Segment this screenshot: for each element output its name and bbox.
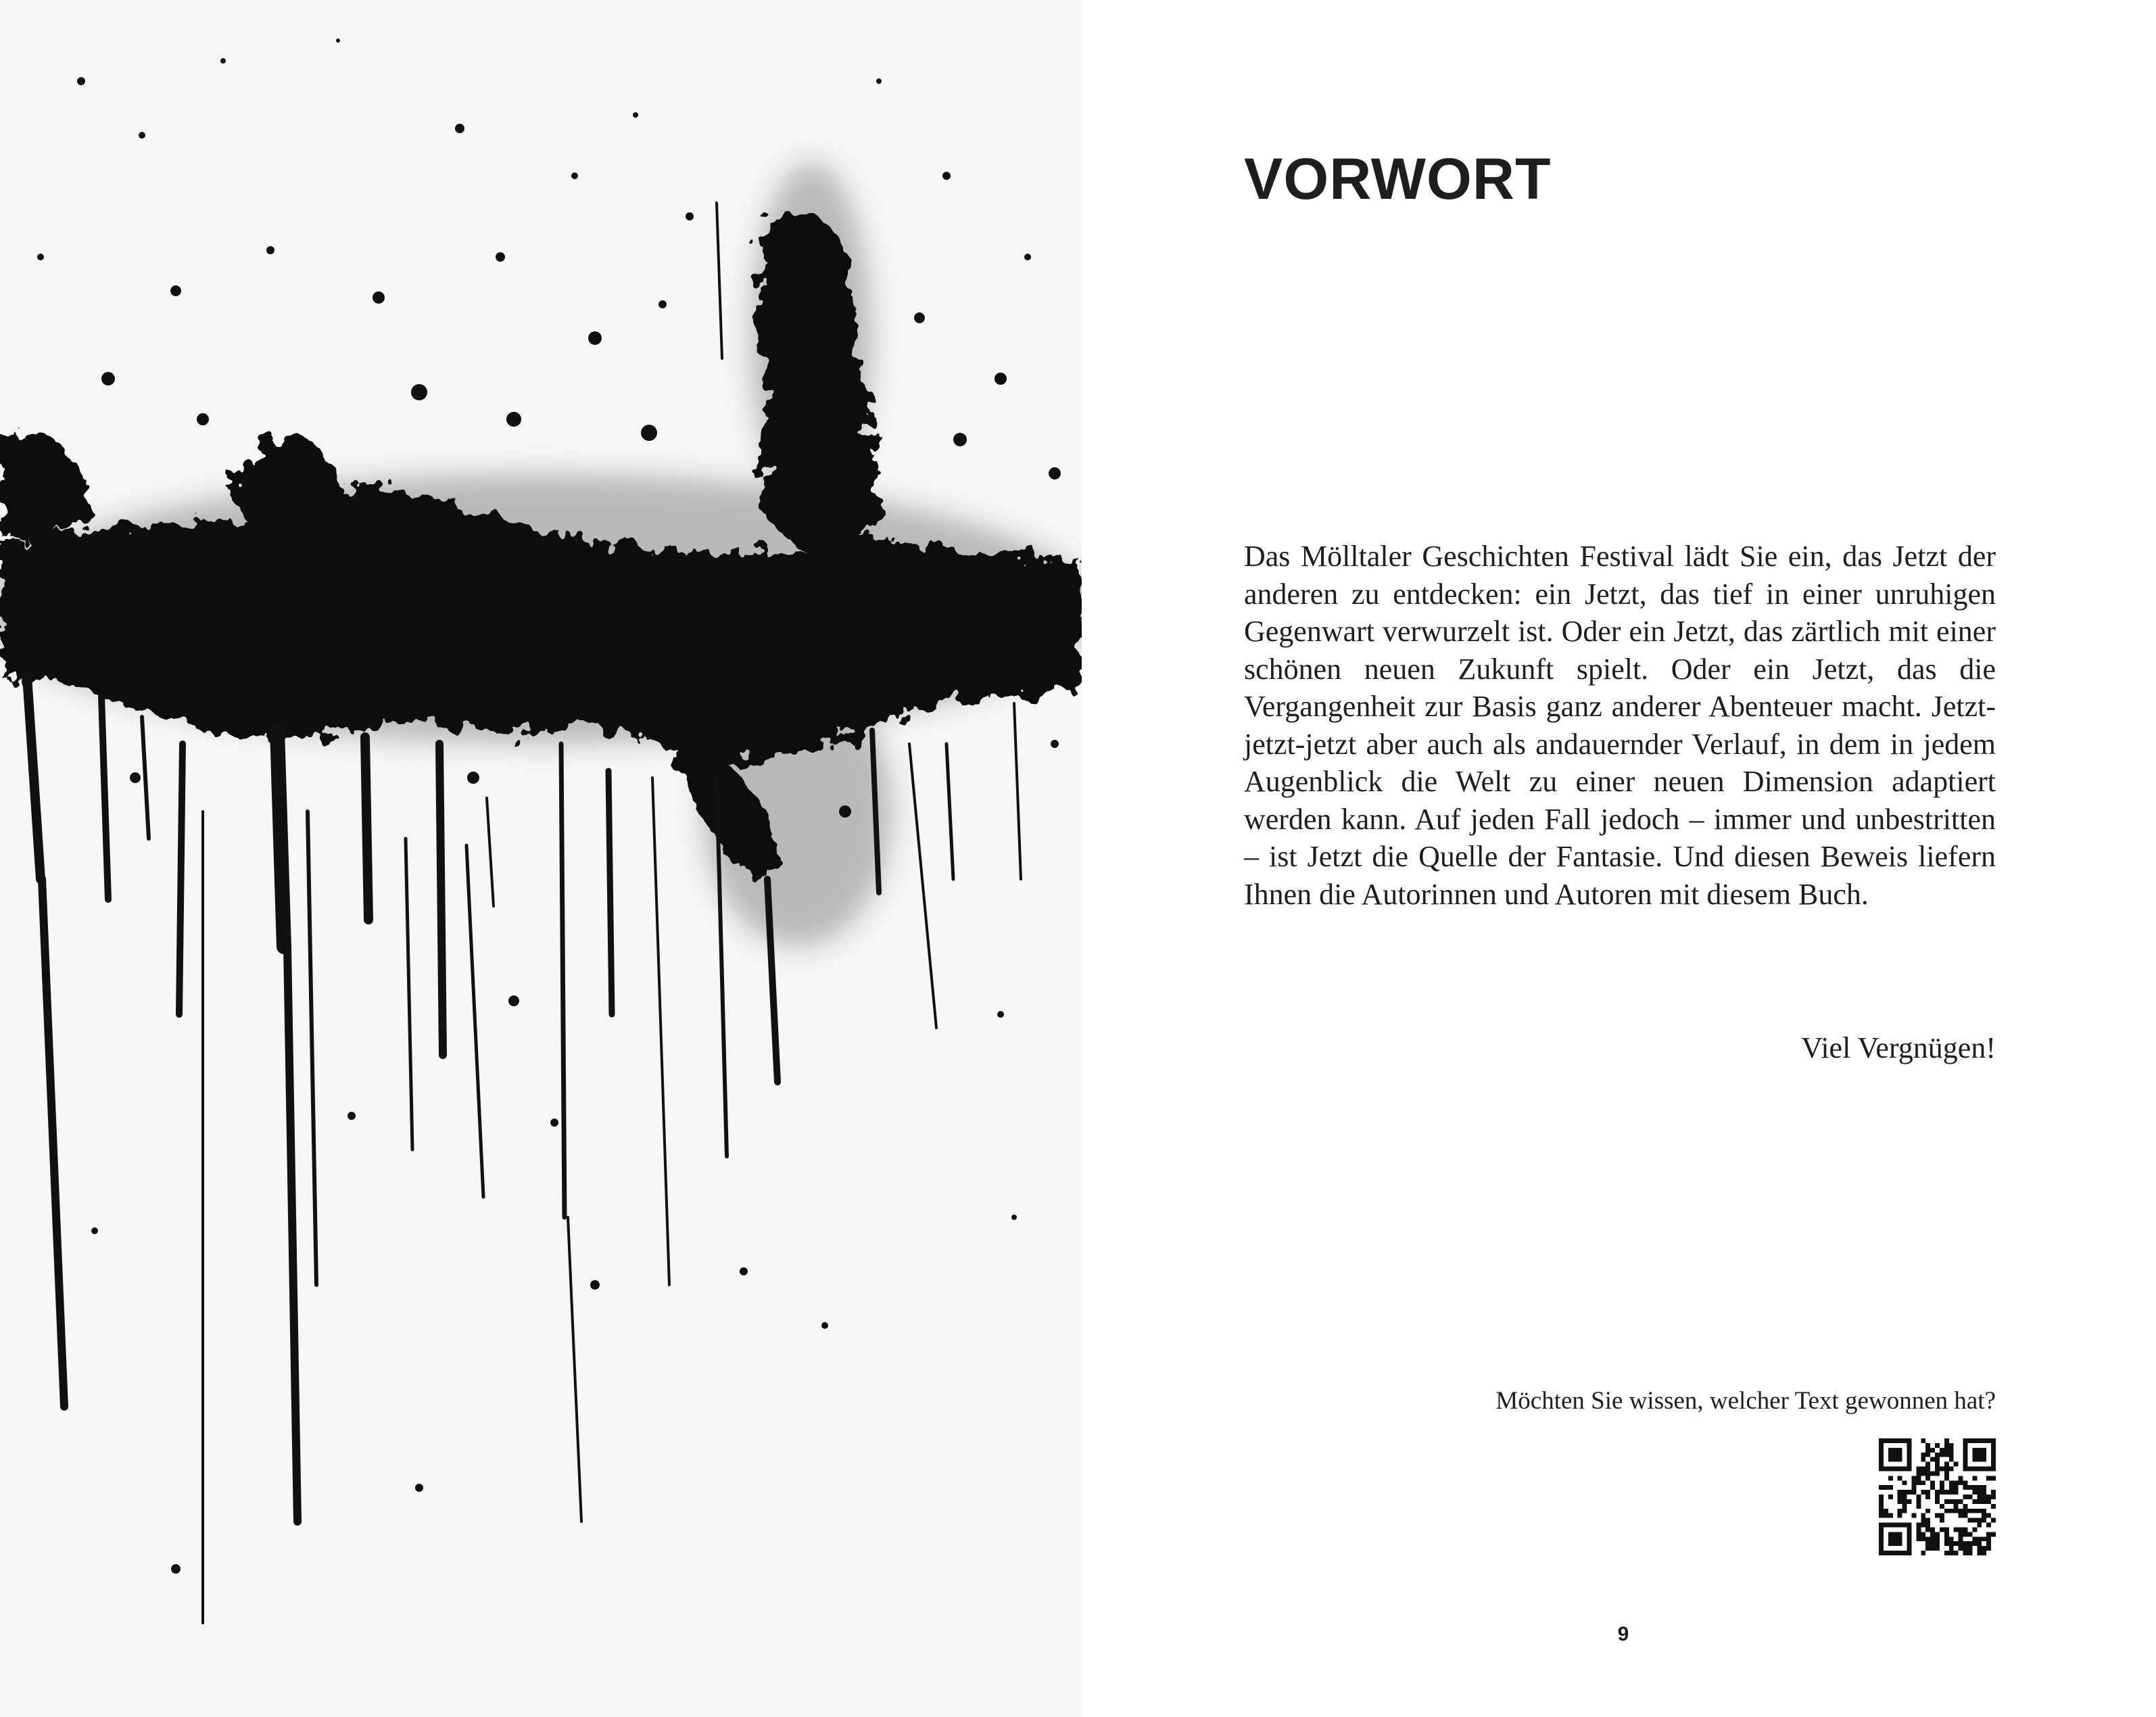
- right-page: [1082, 0, 2156, 1717]
- chapter-heading: VORWORT: [1244, 147, 1552, 212]
- page-number: 9: [1617, 1623, 1629, 1645]
- foreword-paragraph: Das Mölltaler Geschichten Festival lädt Sie ein, das Jetzt der anderen zu entdecken: ein Jetzt, das tief in einer unruhigen Gegenwart verwurzelt ist. Oder ein Jetzt, das zärtlich mit einer schönen neuen Zukunft spielt. Oder ein Jetzt, das die Vergangenheit zur Basis ganz anderer Abenteuer macht. Jetzt-jetzt-jetzt aber auch als andauernder Verlauf, in dem in jedem Augenblick die Welt zu einer neuen Dimension adaptiert werden kann. Auf jeden Fall jedoch – immer und unbestritten – ist Jetzt die Quelle der Fantasie. Und diesen Beweis liefern Ihnen die Autorinnen und Autoren mit diesem Buch.: [1244, 540, 1996, 911]
- closing-line: Viel Vergnügen!: [1801, 1031, 1996, 1064]
- qr-question: Möchten Sie wissen, welcher Text gewonnen hat?: [1495, 1387, 1996, 1415]
- qr-code-icon[interactable]: [1879, 1438, 1996, 1555]
